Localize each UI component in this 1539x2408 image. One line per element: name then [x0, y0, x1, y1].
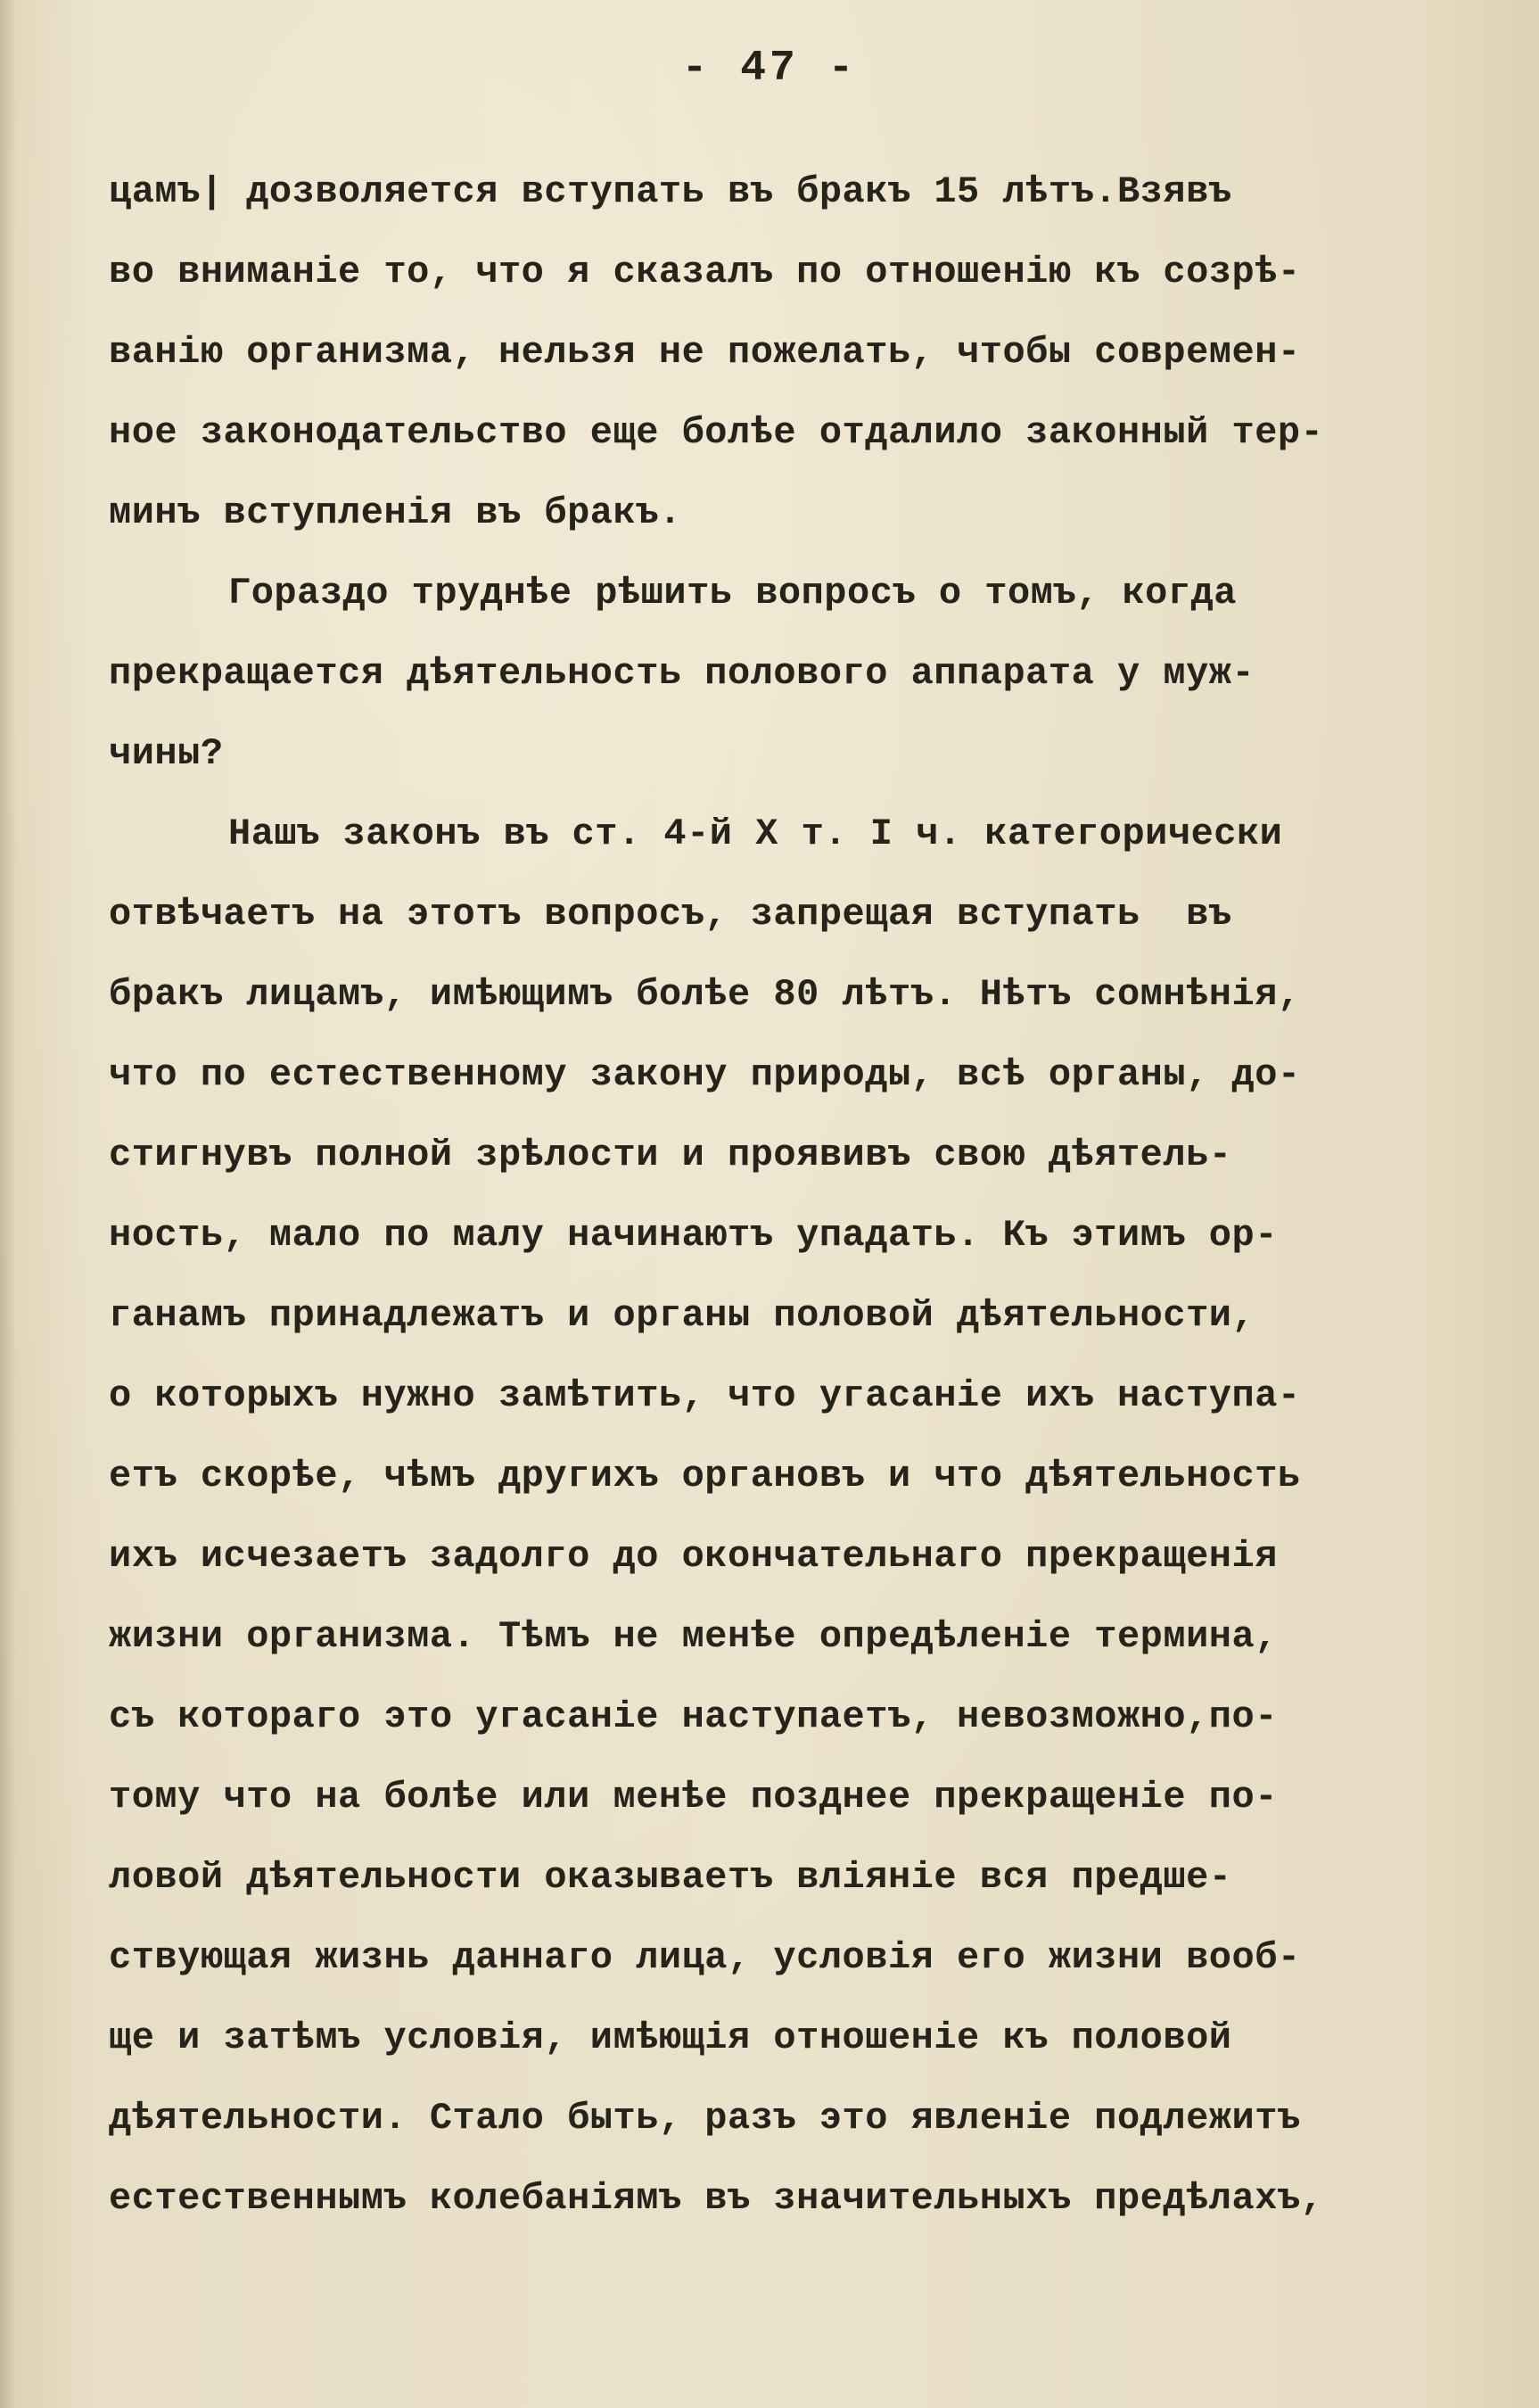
text-line-11: бракъ лицамъ, имѣющимъ болѣе 80 лѣтъ. Нѣтъ сомнѣнiя, — [109, 973, 1301, 1016]
page-number: - 47 - — [681, 45, 858, 93]
text-line-19: жизни организма. Тѣмъ не менѣе опредѣленiе термина, — [109, 1615, 1278, 1658]
text-line-13: стигнувъ полной зрѣлости и проявивъ свою дѣятель- — [109, 1134, 1232, 1176]
text-line-18: ихъ исчезаетъ задолго до окончательнаго прекращенiя — [109, 1535, 1278, 1578]
text-line-2: во вниманiе то, что я сказалъ по отношенiю къ созрѣ- — [109, 251, 1301, 293]
text-line-14: ность, мало по малу начинаютъ упадать. Къ этимъ ор- — [109, 1214, 1278, 1257]
text-line-15: ганамъ принадлежатъ и органы половой дѣятельности, — [109, 1294, 1255, 1337]
text-line-25: дѣятельности. Стало быть, разъ это явленiе подлежитъ — [109, 2097, 1301, 2140]
text-line-23: ствующая жизнь даннаго лица, условiя его жизни вооб- — [109, 1936, 1301, 1979]
text-line-22: ловой дѣятельности оказываетъ влiянiе вся предше- — [109, 1856, 1232, 1899]
text-line-3: ванiю организма, нельзя не пожелать, чтобы современ- — [109, 331, 1301, 374]
text-line-24: ще и затѣмъ условiя, имѣющiя отношенiе къ половой — [109, 2016, 1232, 2059]
text-line-9: Нашъ законъ въ ст. 4-й X т. I ч. категорически — [228, 812, 1283, 855]
text-line-20: съ котораго это угасанiе наступаетъ, невозможно,по- — [109, 1695, 1278, 1738]
text-line-16: о которыхъ нужно замѣтить, что угасанiе ихъ наступа- — [109, 1374, 1301, 1417]
body-text — [109, 161, 1411, 2247]
text-line-8: чины? — [109, 732, 224, 775]
text-line-5: минъ вступленiя въ бракъ. — [109, 491, 682, 534]
text-line-26: естественнымъ колебанiямъ въ значительныхъ предѣлахъ, — [109, 2177, 1324, 2220]
text-line-7: прекращается дѣятельность полового аппарата у муж- — [109, 652, 1255, 695]
page-edge-shadow — [0, 0, 16, 2408]
text-line-6: Гораздо труднѣе рѣшить вопросъ о томъ, когда — [228, 572, 1237, 614]
text-line-17: етъ скорѣе, чѣмъ другихъ органовъ и что дѣятельность — [109, 1455, 1301, 1497]
text-line-10: отвѣчаетъ на этотъ вопросъ, запрещая вступать въ — [109, 893, 1232, 936]
text-line-4: ное законодательство еще болѣе отдалило законный тер- — [109, 411, 1324, 454]
text-line-21: тому что на болѣе или менѣе позднее прекращенiе по- — [109, 1776, 1278, 1818]
text-line-12: что по естественному закону природы, всѣ органы, до- — [109, 1053, 1301, 1096]
text-line-1: цамъ| дозволяется вступать въ бракъ 15 лѣтъ.Взявъ — [109, 170, 1232, 213]
